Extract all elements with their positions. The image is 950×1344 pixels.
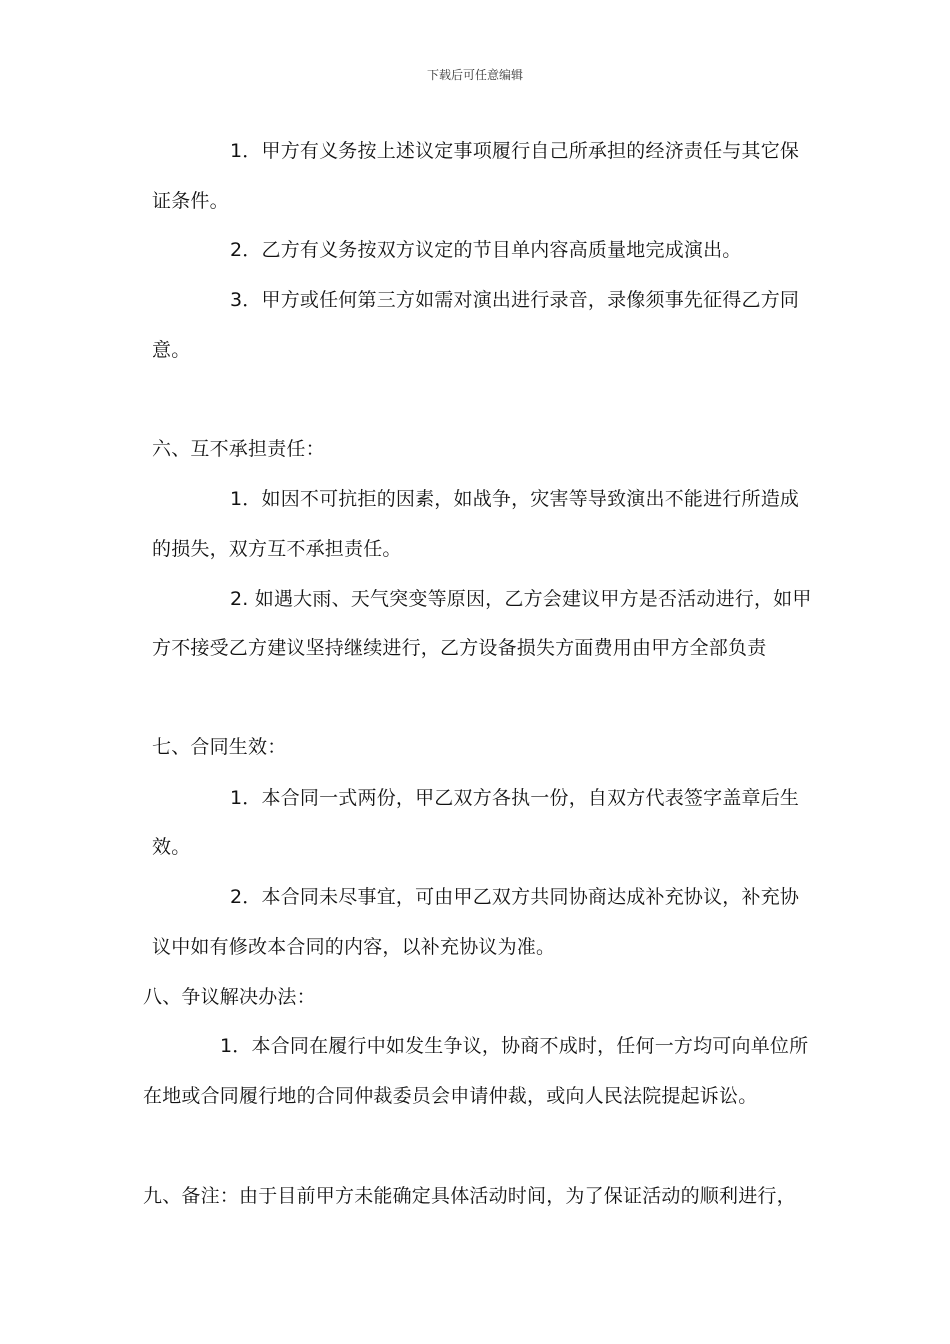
text-line: 1．甲方有义务按上述议定事项履行自己所承担的经济责任与其它保 bbox=[230, 140, 800, 162]
text-line: 3．甲方或任何第三方如需对演出进行录音，录像须事先征得乙方同 bbox=[230, 289, 800, 311]
section-heading: 七、合同生效： bbox=[152, 736, 287, 758]
text-line: 在地或合同履行地的合同仲裁委员会申请仲裁，或向人民法院提起诉讼。 bbox=[143, 1085, 758, 1107]
page-header: 下载后可任意编辑 bbox=[426, 68, 523, 82]
section-heading: 六、互不承担责任： bbox=[152, 438, 325, 460]
text-line: 证条件。 bbox=[152, 190, 229, 212]
section-heading: 九、备注：由于目前甲方未能确定具体活动时间，为了保证活动的顺利进行， bbox=[143, 1185, 796, 1207]
text-line: 意。 bbox=[152, 339, 191, 361]
text-line: 2. 如遇大雨、天气突变等原因，乙方会建议甲方是否活动进行，如甲 bbox=[230, 588, 812, 610]
text-line: 议中如有修改本合同的内容，以补充协议为准。 bbox=[152, 936, 556, 958]
text-line: 1．如因不可抗拒的因素，如战争，灾害等导致演出不能进行所造成 bbox=[230, 488, 800, 510]
text-line: 1．本合同一式两份，甲乙双方各执一份，自双方代表签字盖章后生 bbox=[230, 787, 800, 809]
text-line: 2．乙方有义务按双方议定的节目单内容高质量地完成演出。 bbox=[230, 239, 742, 261]
text-line: 方不接受乙方建议坚持继续进行，乙方设备损失方面费用由甲方全部负责 bbox=[152, 637, 767, 659]
text-line: 1．本合同在履行中如发生争议，协商不成时，任何一方均可向单位所 bbox=[220, 1035, 809, 1057]
section-heading: 八、争议解决办法： bbox=[143, 986, 316, 1008]
text-line: 的损失，双方互不承担责任。 bbox=[152, 538, 402, 560]
text-line: 效。 bbox=[152, 836, 191, 858]
text-line: 2．本合同未尽事宜，可由甲乙双方共同协商达成补充协议，补充协 bbox=[230, 886, 800, 908]
